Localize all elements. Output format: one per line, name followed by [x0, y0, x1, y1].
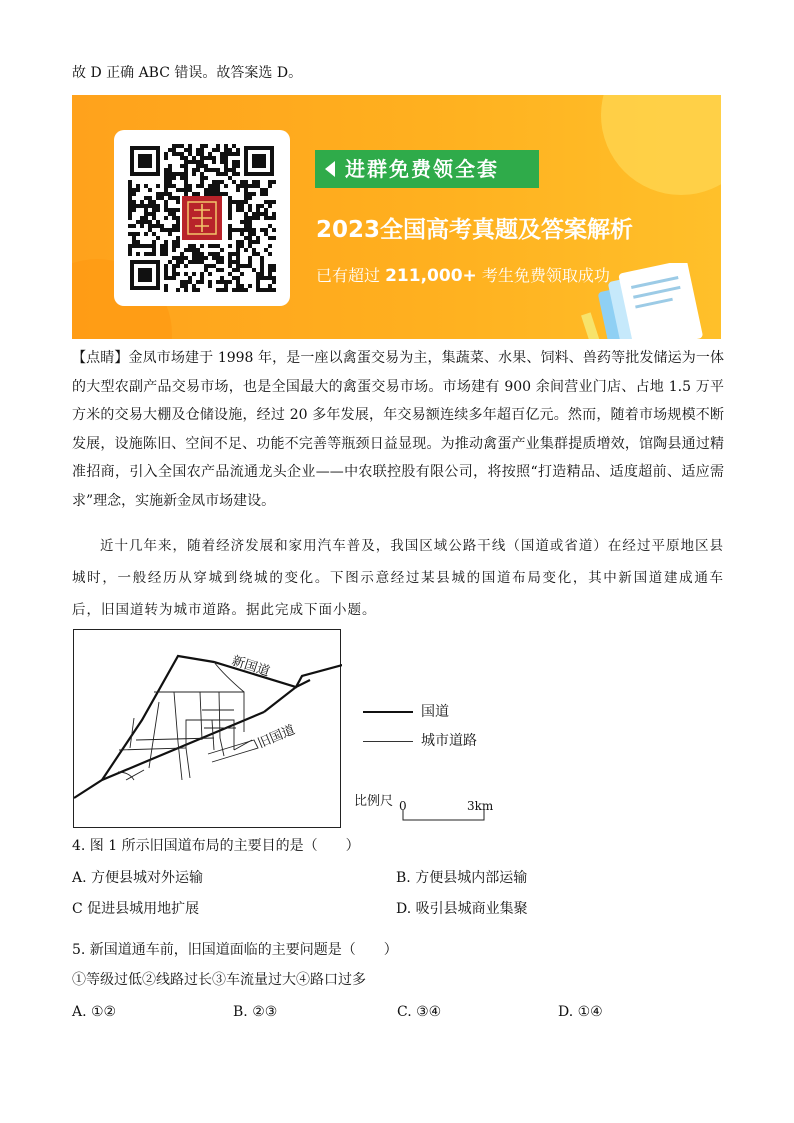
legend-city-road-line	[363, 741, 413, 742]
legend-national-road: 国道	[421, 704, 449, 720]
question-intro: 近十几年来，随着经济发展和家用汽车普及，我国区域公路干线（国道或省道）在经过平原地区县城时，一般经历从穿城到绕城的变化。下图示意经过某县城的国道布局变化，其中新国道建成通车后，旧国道转为城市道路。据此完成下面小题。	[72, 538, 724, 618]
q4-stem: 4. 图 1 所示旧国道布局的主要目的是（ ）	[72, 838, 360, 854]
qr-code-card[interactable]	[114, 130, 290, 306]
scale-end: 3km	[467, 799, 494, 813]
documents-icon	[577, 263, 721, 339]
scale-zero: 0	[399, 799, 407, 813]
subtitle-suffix: 考生免费领取成功	[476, 266, 610, 285]
road-map-figure	[73, 629, 341, 828]
comment-paragraph	[72, 344, 724, 515]
subtitle-prefix: 已有超过	[316, 266, 386, 285]
city-roads	[118, 662, 258, 780]
subtitle-number: 211,000+	[385, 266, 477, 286]
q4-option-a[interactable]: A. 方便县城对外运输	[72, 870, 204, 886]
q5-option-a[interactable]: A. ①②	[72, 1004, 117, 1020]
q4-option-d[interactable]: D. 吸引县城商业集聚	[396, 901, 528, 917]
qr-code-icon	[128, 144, 276, 292]
join-group-button[interactable]	[315, 150, 539, 188]
play-left-icon	[325, 161, 335, 177]
banner-decoration	[601, 95, 721, 195]
q5-items: ①等级过低②线路过长③车流量过大④路口过多	[72, 972, 366, 988]
q5-option-b[interactable]: B. ②③	[233, 1004, 278, 1020]
q4-option-b[interactable]: B. 方便县城内部运输	[396, 870, 528, 886]
banner-title: 2023全国高考真题及答案解析	[316, 217, 634, 243]
q5-stem: 5. 新国道通车前，旧国道面临的主要问题是（ ）	[72, 942, 398, 958]
comment-text: 金凤市场建于 1998 年，是一座以禽蛋交易为主，集蔬菜、水果、饲料、兽药等批发储运为一体的大型农副产品交易市场，也是全国最大的禽蛋交易市场。市场建有 900 余间营业门店、占地 1.5 万平方米的交易大棚及仓储设施，经过 20 多年发展，年交易额连续多年超百亿元。然而，随着市场规模不断发展，设施陈旧、空间不足、功能不完善等瓶颈日益显现。为推动禽蛋产业集群提质增效，馆陶县通过精准招商，引入全国农产品流通龙头企业——中农联控股有限公司，将按照“打造精品、适度超前、适应需求”理念，实施新金凤市场建设。	[72, 350, 724, 509]
scale-bar	[402, 810, 486, 822]
q5-option-c[interactable]: C. ③④	[397, 1004, 442, 1020]
legend-national-road-line	[363, 711, 413, 713]
label-old-national-road: 旧国道	[255, 722, 298, 752]
join-group-label: 进群免费领全套	[345, 157, 499, 181]
road-map	[74, 630, 342, 829]
q5-option-d[interactable]: D. ①④	[558, 1004, 603, 1020]
banner-subtitle	[316, 263, 610, 286]
label-new-national-road: 新国道	[229, 653, 272, 680]
comment-label: 【点睛】	[72, 350, 129, 366]
q4-option-c[interactable]: C 促进县城用地扩展	[72, 901, 200, 917]
legend-city-road: 城市道路	[421, 733, 477, 749]
new-national-road	[102, 653, 342, 780]
promo-banner[interactable]	[72, 95, 721, 339]
previous-answer-line: 故 D 正确 ABC 错误。故答案选 D。	[72, 65, 303, 81]
scale-label: 比例尺	[354, 794, 394, 809]
